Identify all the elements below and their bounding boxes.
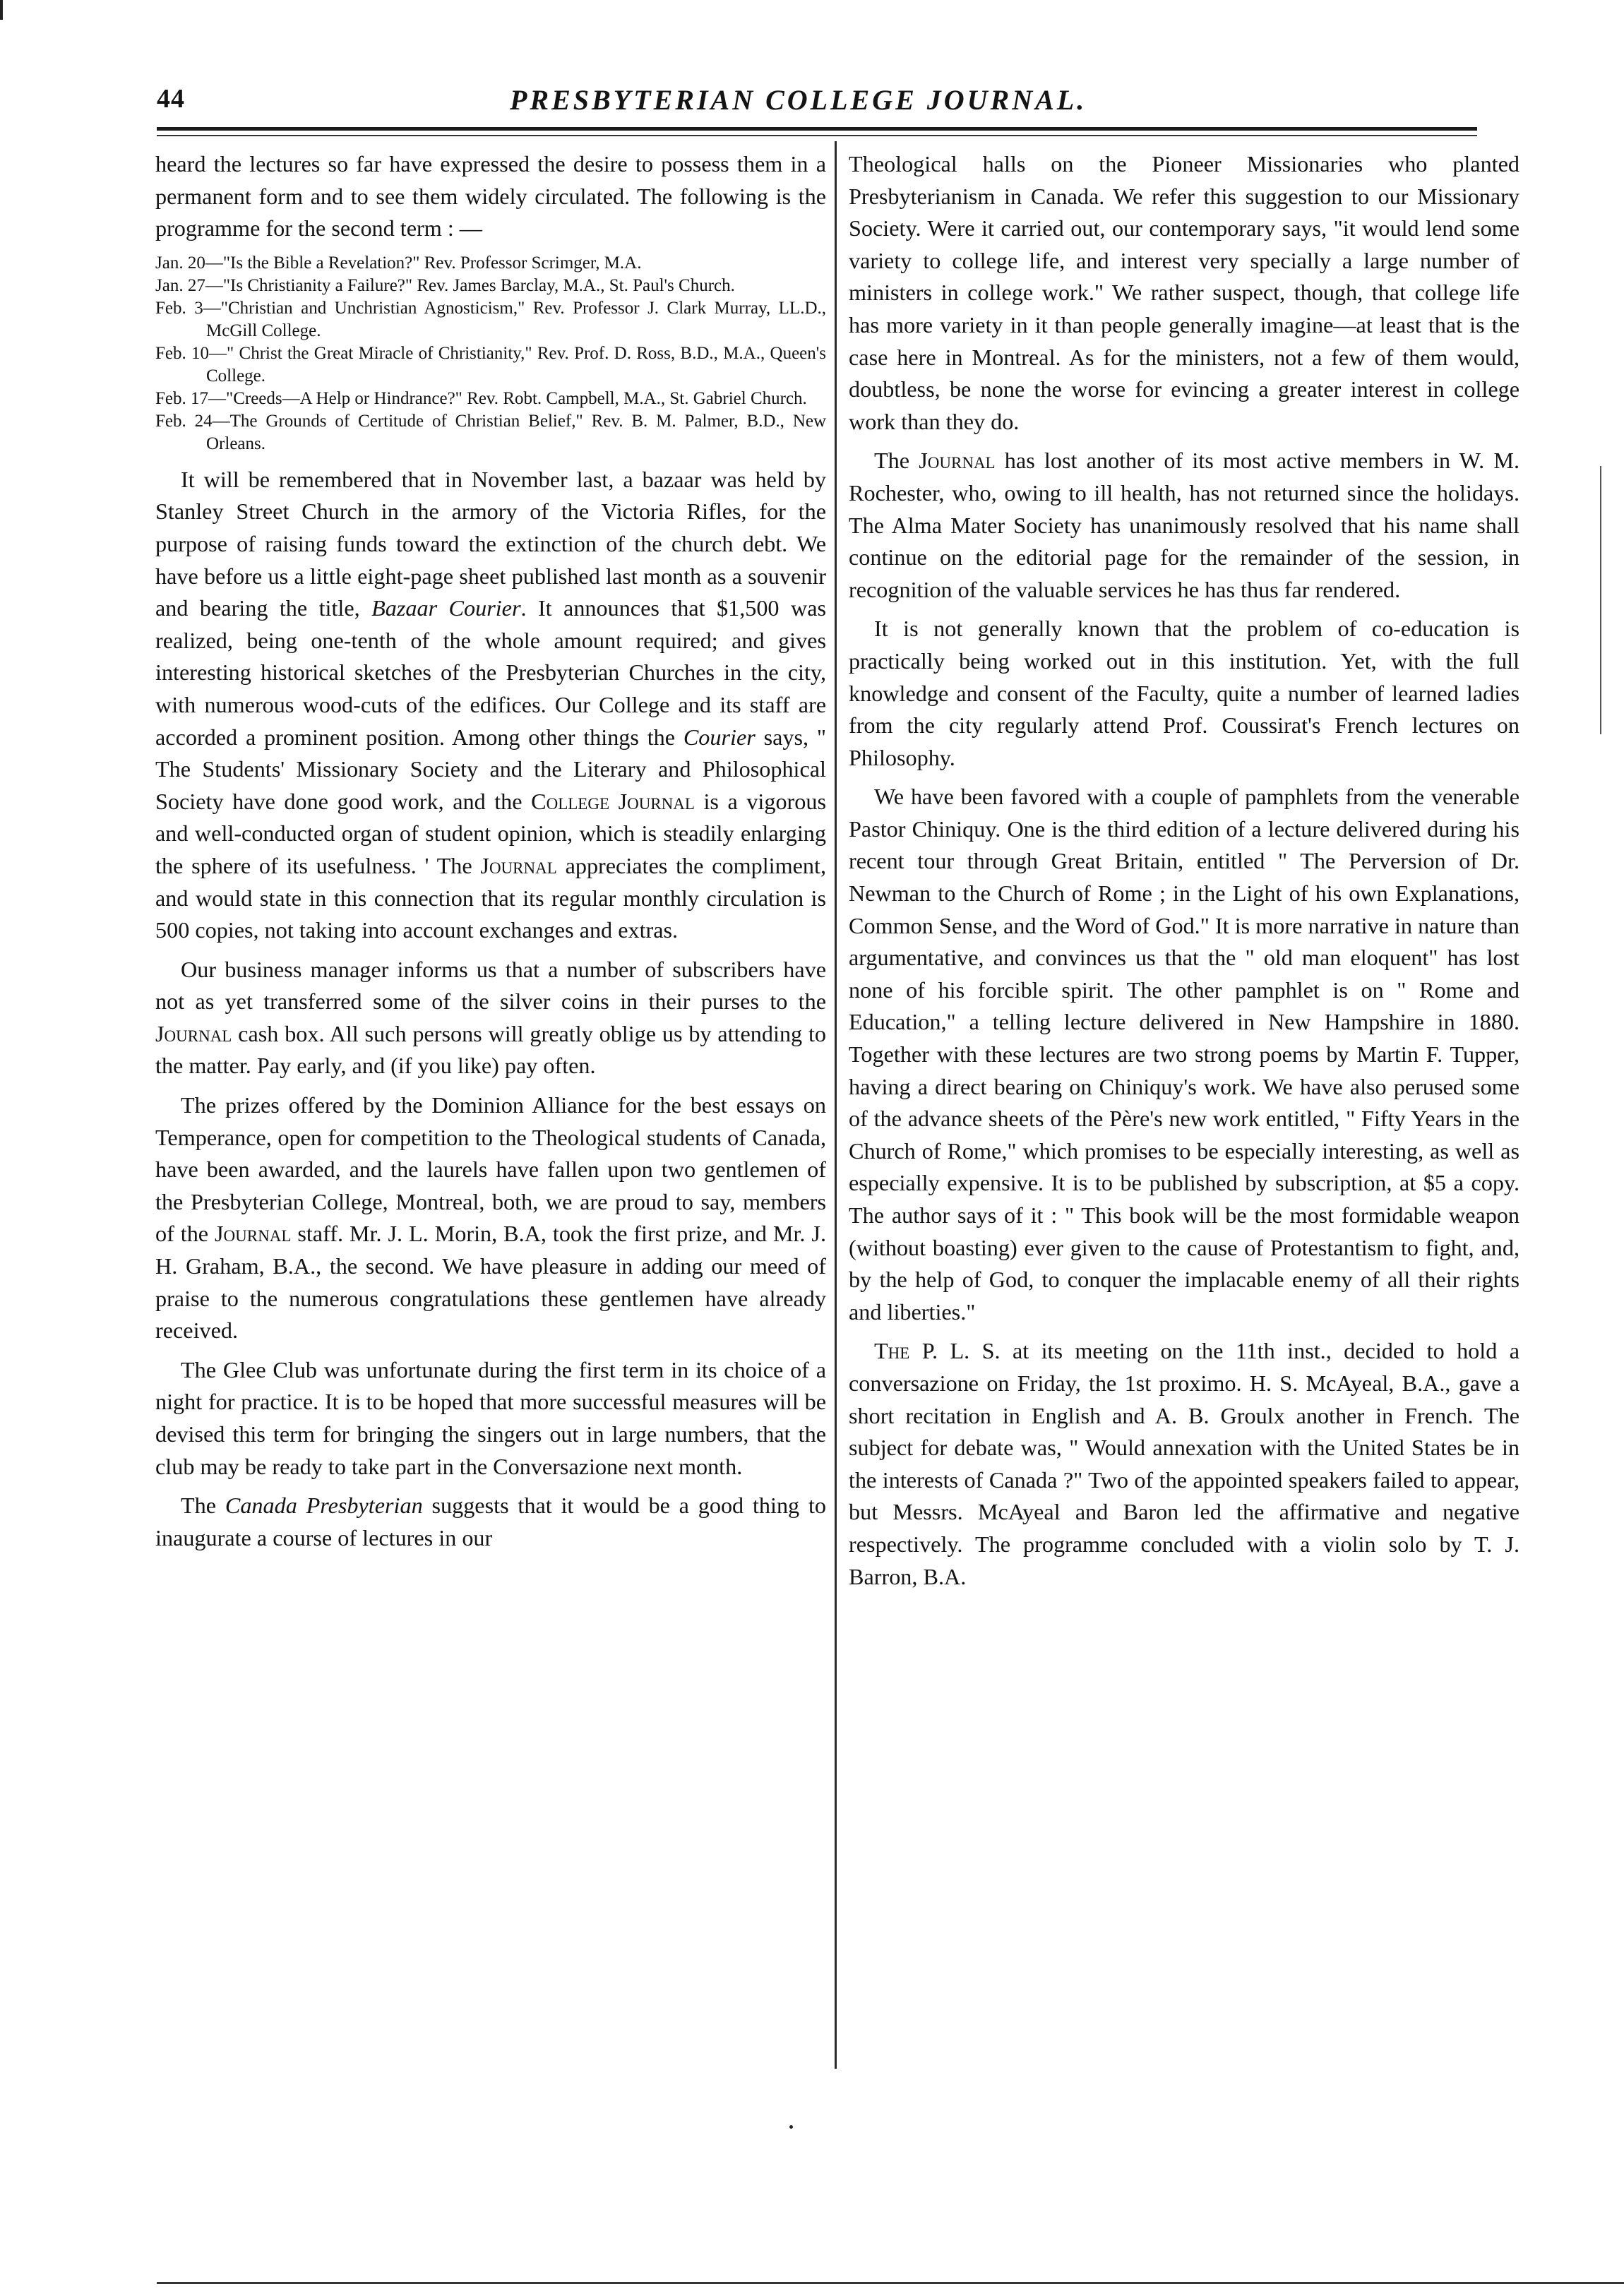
journal-name: Journal [215, 1221, 292, 1247]
bottom-rule [157, 2282, 1624, 2284]
rochester-paragraph [849, 445, 1519, 606]
lecture-programme [155, 252, 826, 455]
bazaar-paragraph [155, 464, 826, 947]
page-header [157, 83, 1477, 126]
bazaar-text: says, " The Students' Missionary Society and the Literary and Philosophical Society have done good work, and the [155, 724, 826, 814]
canada-text: The [181, 1493, 225, 1519]
college-journal-name: College Journal [531, 788, 695, 814]
prizes-paragraph [155, 1089, 826, 1347]
pls-paragraph [849, 1335, 1519, 1593]
bazaar-text: It will be remembered that in November last, a bazaar was held by Stanley Street Church in the armory of the Victoria Rifles, for the purpose of raising funds toward the extinction of the church debt. We have before us a little eight-page sheet published last month as a souvenir and bearing the title, [155, 466, 826, 621]
business-text: Our business manager informs us that a number of subscribers have not as yet transferred some of the silver coins in their purses to the [155, 956, 826, 1015]
scan-edge-mark [0, 0, 3, 20]
pls-lead-word: The [874, 1338, 910, 1364]
header-rule-thick [157, 127, 1477, 131]
programme-entry: Jan. 20—"Is the Bible a Revelation?" Rev. Professor Scrimger, M.A. [155, 253, 642, 273]
running-title: PRESBYTERIAN COLLEGE JOURNAL. [510, 84, 1087, 116]
glee-club-paragraph: The Glee Club was unfortunate during the first term in its choice of a night for practice. It is to be hoped that more successful measures will be devised this term for bringing the singers out in large numbers, that the club may be ready to take part in the Conversazione next month. [155, 1356, 826, 1479]
scan-edge-marks [1597, 466, 1607, 734]
bazaar-text: is a vigorous and well-conducted organ of student opinion, which is steadily enlarging the sphere of its usefulness. ' The [155, 788, 826, 878]
bazaar-courier-title: Bazaar Courier [371, 595, 521, 621]
canada-text: suggests that it would be a good thing to inaugurate a course of lectures in our [155, 1493, 826, 1550]
coeducation-paragraph: It is not generally known that the problem of co-education is practically being worked out in this institution. Yet, with the full knowledge and consent of the Faculty, quite a number of learned ladies from the city regularly attend Prof. Coussirat's French lectures on Philosophy. [849, 616, 1519, 770]
footer-dot [789, 2125, 793, 2129]
page-number: 44 [157, 84, 185, 114]
journal-name: Journal [155, 1020, 232, 1046]
lectures-intro-paragraph: heard the lectures so far have expressed the desire to possess them in a permanent form and to see them widely circulated. The following is the programme for the second term : — [155, 151, 826, 241]
programme-entry: Feb. 10—" Christ the Great Miracle of Christianity," Rev. Prof. D. Ross, B.D., M.A., Queen's College. [155, 343, 826, 386]
bazaar-text: appreciates the compliment, and would state in this connection that its regular monthly circulation is 500 copies, not taking into account exchanges and extras. [155, 852, 826, 943]
courier-title: Courier [683, 724, 756, 750]
right-column [849, 148, 1519, 1600]
business-manager-paragraph [155, 954, 826, 1082]
canada-presbyterian-continued: Theological halls on the Pioneer Missionaries who planted Presbyterianism in Canada. We refer this suggestion to our Missionary Society. Were it carried out, our contemporary says, "it would lend some variety to college life, and interest very specially a large number of ministers in college work." We rather suspect, though, that college life has more variety in it than people generally imagine—at least that is the case here in Montreal. As for the ministers, not a few of them would, doubtless, be none the worse for evincing a greater interest in college work than they do. [849, 151, 1519, 434]
bazaar-text: . It announces that $1,500 was realized, being one-tenth of the whole amount required; and gives interesting historical sketches of the Presbyterian Churches in the city, with numerous wood-cuts of the edifices. Our College and its staff are accorded a prominent position. Among other things the [155, 595, 827, 750]
journal-name: Journal [919, 448, 996, 474]
programme-entry: Jan. 27—"Is Christianity a Failure?" Rev. James Barclay, M.A., St. Paul's Church. [155, 275, 735, 295]
left-column [155, 148, 826, 1561]
column-divider [835, 141, 837, 2069]
prizes-text: staff. Mr. J. L. Morin, B.A, took the first prize, and Mr. J. H. Graham, B.A., the second. We have pleasure in adding our meed of praise to the numerous congratulations these gentlemen have already received. [155, 1221, 826, 1344]
pls-text: P. L. S. at its meeting on the 11th inst., decided to hold a conversazione on Friday, the 1st proximo. H. S. McAyeal, B.A., gave a short recitation in English and A. B. Groulx another in French. The subject for debate was, " Would annexation with the United States be in the interests of Canada ?" Two of the appointed speakers failed to appear, but Messrs. McAyeal and Baron led the affirmative and negative respectively. The programme concluded with a violin solo by T. J. Barron, B.A. [849, 1338, 1519, 1589]
canada-presbyterian-paragraph [155, 1490, 826, 1554]
programme-entry: Feb. 17—"Creeds—A Help or Hindrance?" Rev. Robt. Campbell, M.A., St. Gabriel Church. [155, 388, 807, 408]
prizes-text: The prizes offered by the Dominion Alliance for the best essays on Temperance, open for competition to the Theological students of Canada, have been awarded, and the laurels have fallen upon two gentlemen of the Presbyterian College, Montreal, both, we are proud to say, members of the [155, 1092, 826, 1247]
rochester-text: The [874, 448, 919, 474]
rochester-text: has lost another of its most active members in W. M. Rochester, who, owing to ill health, has not returned since the holidays. The Alma Mater Society has unanimously resolved that his name shall continue on the editorial page for the remainder of the session, in recognition of the valuable services he has thus far rendered. [849, 448, 1519, 602]
programme-entry: Feb. 24—The Grounds of Certitude of Christian Belief," Rev. B. M. Palmer, B.D., New Orleans. [155, 411, 826, 453]
header-rule-thin [157, 135, 1477, 136]
programme-entry: Feb. 3—"Christian and Unchristian Agnosticism," Rev. Professor J. Clark Murray, LL.D., McGill College. [155, 298, 826, 340]
business-text: cash box. All such persons will greatly oblige us by attending to the matter. Pay early, and (if you like) pay often. [155, 1020, 826, 1079]
chiniquy-paragraph: We have been favored with a couple of pamphlets from the venerable Pastor Chiniquy. One is the third edition of a lecture delivered during his recent tour through Great Britain, entitled " The Perversion of Dr. Newman to the Church of Rome ; in the Light of his own Explanations, Common Sense, and the Word of God." It is more narrative in nature than argumentative, and convinces us that the " old man eloquent" has lost none of his forcible spirit. The other pamphlet is on " Rome and Education," a telling lecture delivered in New Hampshire in 1880. Together with these lectures are two strong poems by Martin F. Tupper, having a direct bearing on Chiniquy's work. We have also perused some of the advance sheets of the Père's new work entitled, " Fifty Years in the Church of Rome," which promises to be especially interesting, as well as especially expensive. It is to be published by subscription, at $5 a copy. The author says of it : " This book will be the most formidable weapon (without boasting) ever given to the cause of Protestantism to fight, and, by the help of God, to conquer the implacable enemy of all their rights and liberties." [849, 784, 1519, 1325]
canada-presbyterian-title: Canada Presbyterian [225, 1493, 423, 1519]
journal-name: Journal [480, 852, 557, 878]
